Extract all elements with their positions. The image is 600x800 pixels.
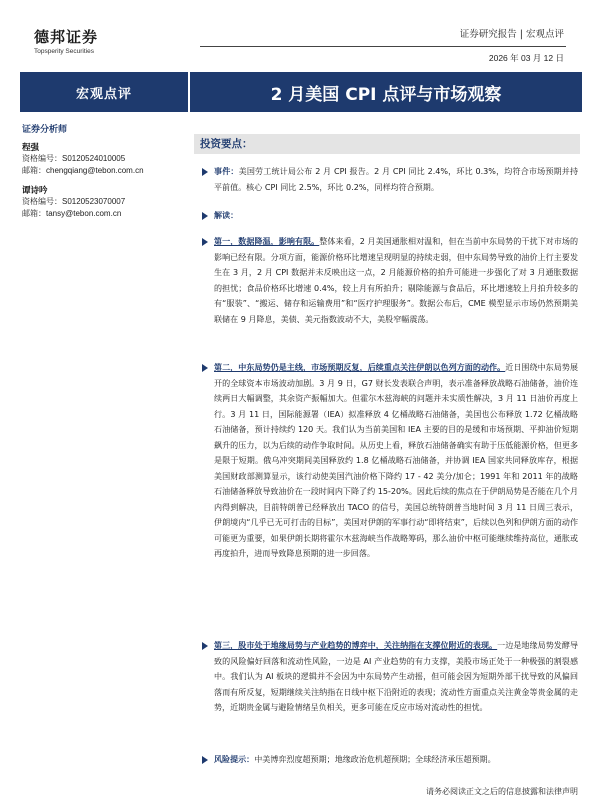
logo-chinese: 德邦证券 xyxy=(34,28,99,46)
report-title: 2 月美国 CPI 点评与市场观察 xyxy=(190,72,582,112)
risk-text: 中美博弈烈度超预期；地缘政治危机超预期；全球经济承压超预期。 xyxy=(254,755,496,764)
bullet-icon xyxy=(202,364,208,372)
analyst-card xyxy=(22,184,192,219)
email-label: 邮箱： xyxy=(22,165,46,175)
point-one-paragraph xyxy=(200,234,578,327)
analyst-cert-line xyxy=(22,196,192,208)
event-paragraph xyxy=(200,164,578,195)
analyst-heading: 证券分析师 xyxy=(22,125,68,135)
analyst-card xyxy=(22,141,192,176)
cert-label: 资格编号： xyxy=(22,154,62,163)
cert-number: S0120524010005 xyxy=(62,154,126,163)
interpretation-heading xyxy=(200,208,578,224)
point-one-text: 整体来看，2 月美国通胀相对温和，但在当前中东局势的干扰下对市场的影响已经有限。分项方面，能源价格环比增速呈现明显的持续走弱，但中东局势导致的油价上行主要发生在 3 月，2 月 CPI 数据并未反映出这一点，2 月能源价格的拍升可能进一步强化了对 3 月通胀数据的担忧；食品价格环比增速 0.4%，较上月有所拍升；剔除能源与食品后，环比增速较上月拍升较多的有“服装”、“搬运、储存和运输费用”和“医疗护理服务”。数据公布后，CME 模型显示市场仍然预期美联储在 9 月降息，美债、美元指数波动不大，美股窄幅震荡。 xyxy=(214,237,578,324)
email-label: 邮箱： xyxy=(22,208,46,218)
bullet-icon xyxy=(202,756,208,764)
point-one-heading: 第一，数据降温，影响有限。 xyxy=(214,237,320,246)
event-label: 事件： xyxy=(214,167,239,176)
analyst-email-link[interactable]: chengqiang@tebon.com.cn xyxy=(46,165,144,175)
analyst-email-link[interactable]: tansy@tebon.com.cn xyxy=(46,208,122,218)
analyst-email-line xyxy=(22,165,192,177)
analyst-name: 谭诗吟 xyxy=(22,186,48,196)
header-divider xyxy=(200,46,566,47)
report-date: 2026 年 03 月 12 日 xyxy=(488,53,564,63)
point-two-heading: 第二，中东局势仍是主线，市场预期反复，后续重点关注伊朗以色列方面的动作。 xyxy=(214,363,506,372)
analyst-name: 程强 xyxy=(22,143,40,153)
analyst-cert-line xyxy=(22,153,192,165)
point-three-text: 一边是地缘局势发酵导致的风险偏好回落和流动性风险，一边是 AI 产业趋势的有力支撑，美股市场正处于一种极强的割裂感中。我们认为 AI 板块的逻辑并不会因为中东局势产生动摇，但可能会因为短期外部干扰导致的风偏回落而有所反复，短期继续关注纳指在日线中枢下沿附近的表现；流动性方面重点关注黄金等贵金属的走势，近期贵金属与避险情绪呈负相关，更多可能在反应市场对流动性的担忧。 xyxy=(214,641,579,712)
legal-disclaimer-footer: 请务必阅读正文之后的信息披露和法律声明 xyxy=(426,787,578,796)
point-two-text: 近日围绕中东局势展开的全球资本市场波动加剧。3 月 9 日，G7 财长发表联合声明，表示准备释放战略石油储备，油价连续两日大幅调整，其余资产振幅加大。但霍尔木兹海峡的问题并未实质性解决，3 月 11 日油价再度上行。3 月 11 日，国际能源署（IEA）拟准释放 4 亿桶战略石油储备，美国也公布释放 1.72 亿桶战略石油储备，预计持续约 120 天。我们认为当前美国和 IEA 主要的目的是缓和市场预期、平抑油价短期飙升的压力，以为后续的动作争取时间。从历史上看，释放石油储备确实有助于压低能源价格，但更多是限于短期。俄乌冲突期间美国释放约 1.8 亿桶战略石油储备，并协调 IEA 国家共同释放库存，根据美国财政部测算显示，该行动使美国汽油价格下降约 17 - 42 美分/加仑；1991 年和 2011 年的战略石油储备释放导致油价在一段时间内下降了约 15-20%。因此后续的焦点在于伊朗局势是否能在几个月内得到解决，目前特朗普已经释放出 TACO 的信号，美国总统特朗普当地时间 3 月 11 日周三表示，伊朗境内“几乎已无可打击的目标”，美国对伊朗的军事行动“即将结束”，后续以色列和伊朗方面的动作可能更为重要，如果伊朗长期将霍尔木兹海峡当作战略筹码，那么油价中枢可能继续维持高位，通胀或再度拍升，进而导致降息预期的进一步回落。 xyxy=(214,363,578,558)
section-title: 投资要点： xyxy=(200,138,253,150)
analyst-sidebar xyxy=(22,122,192,227)
bullet-icon xyxy=(202,238,208,246)
point-two-paragraph xyxy=(200,360,578,562)
point-three-heading: 第三，股市处于地缘局势与产业趋势的博弈中，关注纳指在支撑位附近的表现。 xyxy=(214,641,498,650)
cert-number: S0120523070007 xyxy=(62,197,126,206)
event-text: 美国劳工统计局公布 2 月 CPI 报告。2 月 CPI 同比 2.4%，环比 0.3%，均符合市场预期并持平前值。核心 CPI 同比 2.5%，环比 0.2%，同样均符合预期。 xyxy=(214,167,579,192)
risk-label: 风险提示： xyxy=(214,755,255,764)
category-banner: 宏观点评 xyxy=(20,72,188,112)
risk-paragraph xyxy=(200,752,578,768)
analyst-email-line xyxy=(22,208,192,220)
bullet-icon xyxy=(202,212,208,220)
point-three-paragraph xyxy=(200,638,578,716)
logo-english: Topsperity Securities xyxy=(34,48,94,55)
cert-label: 资格编号： xyxy=(22,197,62,206)
interpretation-label: 解读： xyxy=(214,211,239,220)
bullet-icon xyxy=(202,168,208,176)
company-logo xyxy=(34,26,98,55)
bullet-icon xyxy=(202,642,208,650)
report-type-label: 证券研究报告 | 宏观点评 xyxy=(459,29,564,40)
